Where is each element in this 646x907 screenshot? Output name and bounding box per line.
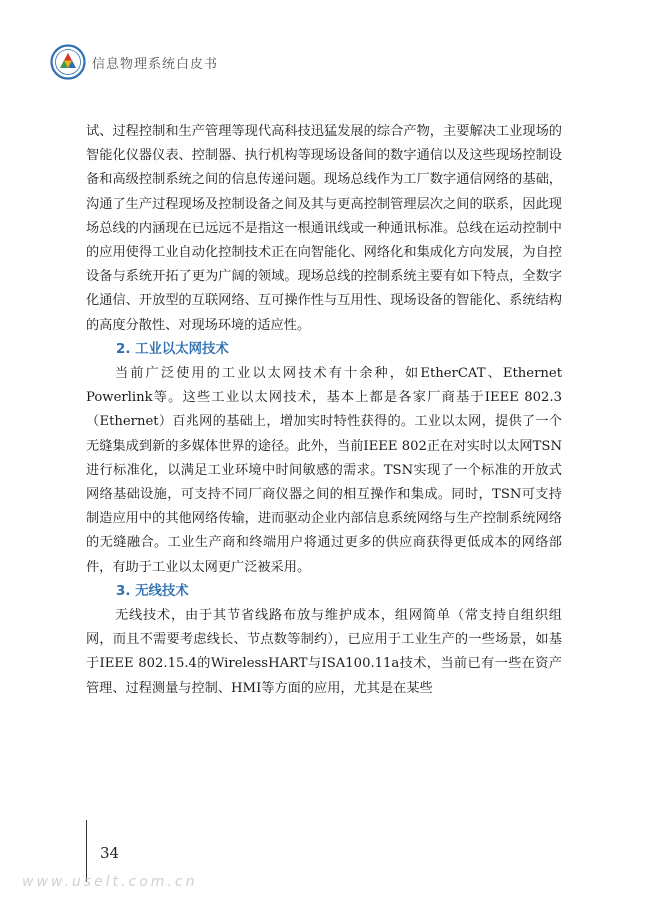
- body-text: [86, 120, 562, 701]
- paragraph-wireless: 无线技术，由于其节省线路布放与维护成本，组网简单（常支持自组织组网，而且不需要考虑线长、节点数等制约），已应用于工业生产的一些场景，如基于IEEE 802.15.4的WirelessHART与ISA100.11a技术，当前已有一些在资产管理、过程测量与控制、HMI等方面的应用，尤其是在某些: [86, 608, 562, 696]
- section-heading-industrial-ethernet: 2. 工业以太网技术: [116, 341, 229, 357]
- page-header: [50, 42, 218, 82]
- header-title: 信息物理系统白皮书: [92, 56, 219, 72]
- caict-logo-icon: [50, 44, 86, 80]
- section-heading-wireless: 3. 无线技术: [116, 583, 189, 599]
- site-watermark: www.uselt.com.cn: [22, 874, 198, 890]
- paragraph-industrial-ethernet: 当前广泛使用的工业以太网技术有十余种，如EtherCAT、Ethernet Powerlink等。这些工业以太网技术，基本上都是各家厂商基于IEEE 802.3（Ethernet）百兆网的基础上，增加实时特性获得的。工业以太网，提供了一个无缝集成到新的多媒体世界的途径。此外，当前IEEE 802正在对实时以太网TSN进行标准化，以满足工业环境中时间敏感的需求。TSN实现了一个标准的开放式网络基础设施，可支持不同厂商仪器之间的相互操作和集成。同时，TSN可支持制造应用中的其他网络传输，进而驱动企业内部信息系统网络与生产控制系统网络的无缝融合。工业生产商和终端用户将通过更多的供应商获得更低成本的网络部件，有助于工业以太网更广泛被采用。: [86, 366, 562, 575]
- paragraph-fieldbus: 试、过程控制和生产管理等现代高科技迅猛发展的综合产物，主要解决工业现场的智能化仪器仪表、控制器、执行机构等现场设备间的数字通信以及这些现场控制设备和高级控制系统之间的信息传递问题。现场总线作为工厂数字通信网络的基础，沟通了生产过程现场及控制设备之间及其与更高控制管理层次之间的联系，因此现场总线的内涵现在已远远不是指这一根通讯线或一种通讯标准。总线在运动控制中的应用使得工业自动化控制技术正在向智能化、网络化和集成化方向发展，为自控设备与系统开拓了更为广阔的领域。现场总线的控制系统主要有如下特点，全数字化通信、开放型的互联网络、互可操作性与互用性、现场设备的智能化、系统结构的高度分散性、对现场环境的适应性。: [86, 124, 562, 333]
- footer-divider: [86, 820, 87, 882]
- page-number: 34: [100, 844, 120, 862]
